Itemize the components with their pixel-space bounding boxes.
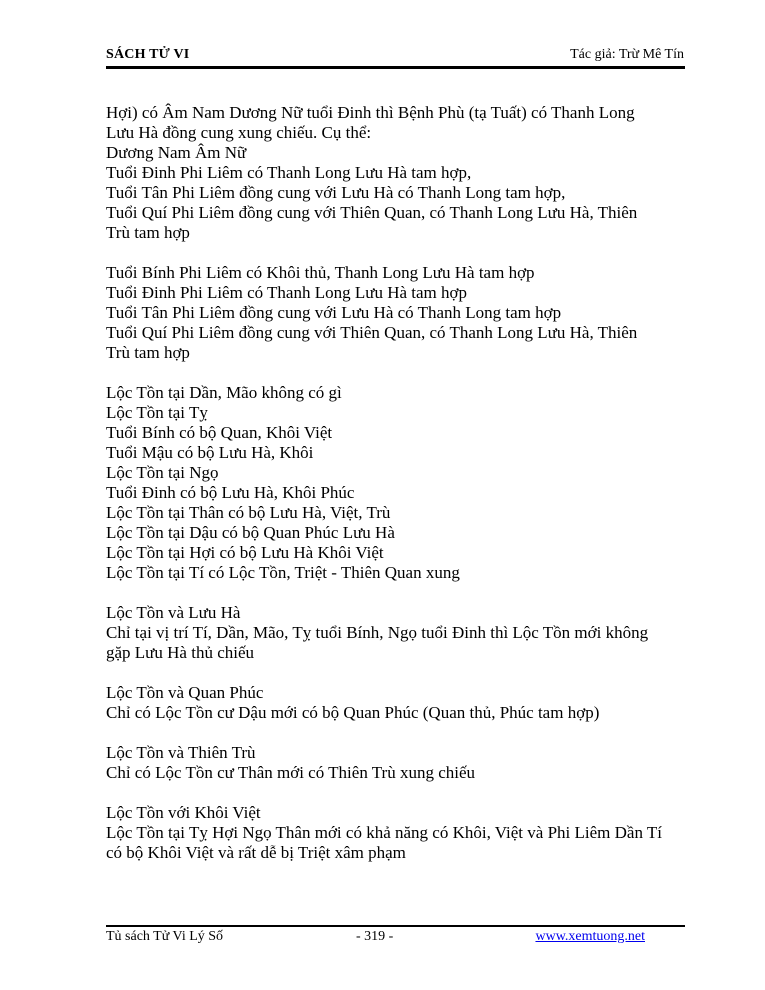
text-line: Tuổi Tân Phi Liêm đồng cung với Lưu Hà có Thanh Long tam hợp	[106, 303, 562, 322]
text-line: Tuổi Bính có bộ Quan, Khôi Việt	[106, 423, 333, 442]
text-line: Hợi) có Âm Nam Dương Nữ tuổi Đinh thì Bệnh Phù (tạ Tuất) có Thanh Long	[106, 103, 635, 122]
page-footer	[106, 929, 685, 947]
text-line: Dương Nam Âm Nữ	[106, 143, 247, 162]
text-line: Lưu Hà đồng cung xung chiếu. Cụ thể:	[106, 123, 372, 142]
book-title: SÁCH TỬ VI	[106, 47, 190, 62]
text-line: Lộc Tồn tại Tí có Lộc Tồn, Triệt - Thiên Quan xung	[106, 563, 460, 582]
text-line: Tuổi Bính Phi Liêm có Khôi thủ, Thanh Long Lưu Hà tam hợp	[106, 263, 535, 282]
text-line: Tuổi Mậu có bộ Lưu Hà, Khôi	[106, 443, 314, 462]
paragraph	[106, 103, 696, 243]
text-line: Trù tam hợp	[106, 223, 190, 242]
header-divider	[106, 66, 685, 69]
text-line: Trù tam hợp	[106, 343, 190, 362]
text-line: Lộc Tồn tại Hợi có bộ Lưu Hà Khôi Việt	[106, 543, 384, 562]
page-header	[106, 47, 684, 65]
text-line: Lộc Tồn tại Tỵ	[106, 403, 208, 422]
text-line: Lộc Tồn tại Dần, Mão không có gì	[106, 383, 342, 402]
footer-divider	[106, 925, 685, 927]
text-line: Chỉ tại vị trí Tí, Dần, Mão, Tỵ tuổi Bính, Ngọ tuổi Đinh thì Lộc Tồn mới không	[106, 623, 649, 642]
text-line: Tuổi Tân Phi Liêm đồng cung với Lưu Hà có Thanh Long tam hợp,	[106, 183, 566, 202]
website-link[interactable]: www.xemtuong.net	[535, 929, 645, 944]
paragraph	[106, 383, 696, 583]
text-line: Lộc Tồn tại Tỵ Hợi Ngọ Thân mới có khả năng có Khôi, Việt và Phi Liêm Dần Tí	[106, 823, 662, 842]
text-line: Lộc Tồn với Khôi Việt	[106, 803, 261, 822]
text-line: Tuổi Đinh Phi Liêm có Thanh Long Lưu Hà tam hợp,	[106, 163, 472, 182]
text-line: Lộc Tồn và Quan Phúc	[106, 683, 264, 702]
page-number: - 319 -	[356, 929, 394, 944]
paragraph	[106, 743, 696, 783]
text-line: Lộc Tồn tại Ngọ	[106, 463, 219, 482]
text-line: Lộc Tồn và Lưu Hà	[106, 603, 241, 622]
text-line: Tuổi Quí Phi Liêm đồng cung với Thiên Quan, có Thanh Long Lưu Hà, Thiên	[106, 323, 638, 342]
text-line: gặp Lưu Hà thủ chiếu	[106, 643, 255, 662]
text-line: Chỉ có Lộc Tồn cư Dậu mới có bộ Quan Phúc (Quan thủ, Phúc tam hợp)	[106, 703, 600, 722]
collection-name: Tủ sách Tử Vi Lý Số	[106, 929, 224, 944]
text-line: Tuổi Đinh có bộ Lưu Hà, Khôi Phúc	[106, 483, 355, 502]
text-line: Lộc Tồn tại Thân có bộ Lưu Hà, Việt, Trù	[106, 503, 391, 522]
author-label: Tác giả: Trừ Mê Tín	[570, 47, 684, 62]
text-line: có bộ Khôi Việt và rất dễ bị Triệt xâm phạm	[106, 843, 406, 862]
paragraph	[106, 603, 696, 663]
text-line: Lộc Tồn và Thiên Trù	[106, 743, 256, 762]
text-line: Tuổi Quí Phi Liêm đồng cung với Thiên Quan, có Thanh Long Lưu Hà, Thiên	[106, 203, 638, 222]
text-line: Lộc Tồn tại Dậu có bộ Quan Phúc Lưu Hà	[106, 523, 395, 542]
text-line: Tuổi Đinh Phi Liêm có Thanh Long Lưu Hà tam hợp	[106, 283, 468, 302]
paragraph	[106, 683, 696, 723]
paragraph	[106, 263, 696, 363]
paragraph	[106, 803, 696, 863]
text-line: Chỉ có Lộc Tồn cư Thân mới có Thiên Trù xung chiếu	[106, 763, 476, 782]
page-body	[106, 103, 696, 883]
